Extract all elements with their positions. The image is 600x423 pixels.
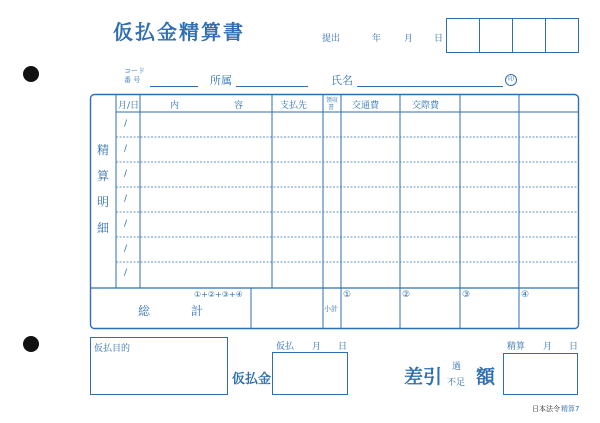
settle-label: 精算 [507, 342, 526, 352]
code-label-top: コード [124, 67, 145, 75]
side-label-1: 精 [97, 143, 110, 157]
col-date-header: 月/日 [118, 101, 140, 111]
side-label-4: 細 [97, 221, 110, 235]
row-date-slash: / [124, 144, 128, 154]
subtotal-mark-1: ① [343, 290, 352, 300]
total-formula: ①+②+③+④ [194, 290, 243, 299]
row-date-slash: / [124, 268, 128, 278]
total-label-1: 総 [138, 304, 151, 318]
amount-label: 額 [476, 366, 496, 388]
col-receipt-header-top: 領収 [326, 97, 339, 104]
submit-label: 提出 [322, 34, 341, 44]
subtotal-mark-2: ② [402, 290, 411, 300]
subtotal-mark-3: ③ [462, 290, 471, 300]
diff-amount-box[interactable] [503, 353, 578, 395]
short-label: 不足 [447, 378, 466, 388]
advance-month: 月 [312, 342, 322, 352]
code-label-bottom: 番 号 [124, 76, 141, 84]
year-label: 年 [372, 34, 382, 44]
product-code: 精算7 [561, 405, 580, 413]
side-label-3: 明 [97, 195, 110, 209]
diff-label: 差引 [404, 366, 443, 388]
advance-date-label: 仮払 [276, 342, 295, 352]
name-label: 氏名 [331, 74, 353, 87]
row-date-slash: / [124, 169, 128, 179]
day-label: 日 [434, 34, 444, 44]
excess-label: 過 [452, 362, 462, 372]
subtotal-mark-4: ④ [521, 290, 530, 300]
subtotal-label: 小計 [324, 305, 338, 313]
advance-label: 仮払金 [232, 372, 272, 387]
brand-label: 日本法令 [532, 405, 560, 413]
row-date-slash: / [124, 219, 128, 229]
total-amount-field[interactable] [252, 289, 322, 327]
col-content-header-1: 内 [170, 101, 180, 111]
settle-month: 月 [543, 342, 553, 352]
col-transport-header: 交通費 [352, 101, 380, 111]
advance-day: 日 [338, 342, 348, 352]
col-payee-header: 支払先 [280, 101, 308, 111]
row-date-slash: / [124, 194, 128, 204]
page-title: 仮払金精算書 [113, 20, 245, 44]
col-receipt-header-bottom: 書 [328, 104, 335, 111]
seal-mark: 印 [505, 74, 517, 86]
col-entertain-header: 交際費 [412, 101, 440, 111]
row-date-slash: / [124, 244, 128, 254]
total-label-2: 計 [191, 304, 204, 318]
settle-day: 日 [569, 342, 579, 352]
side-label-2: 算 [97, 169, 110, 183]
col-content-header-2: 容 [234, 101, 244, 111]
advance-amount-box[interactable] [272, 352, 348, 395]
dept-label: 所属 [210, 74, 232, 87]
purpose-label: 仮払目的 [94, 344, 131, 354]
row-date-slash: / [124, 119, 128, 129]
month-label: 月 [404, 34, 414, 44]
